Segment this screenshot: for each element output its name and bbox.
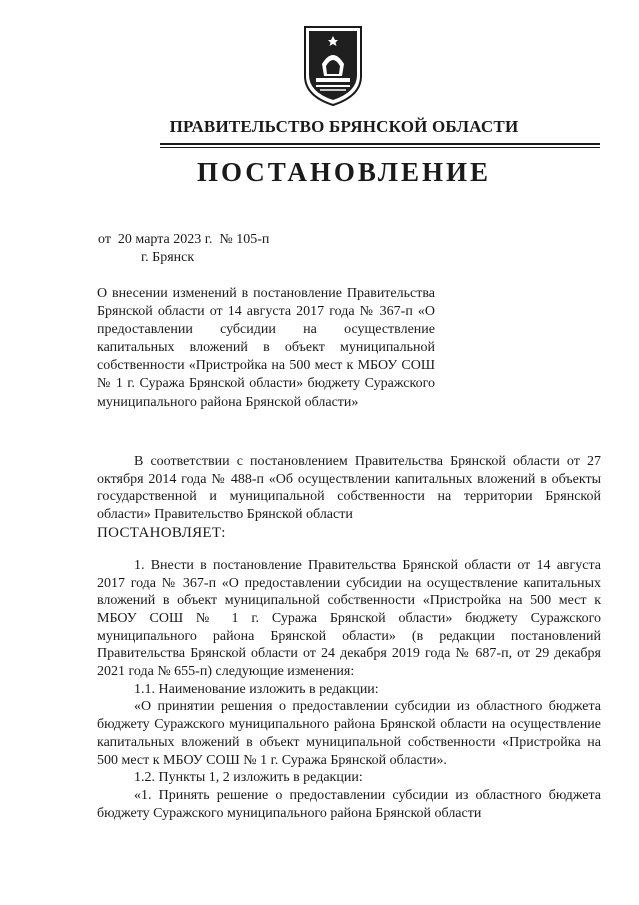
preamble: В соответствии с постановлением Правительства Брянской области от 27 октября 2014 года № 488-п «Об осуществлении капитальных вложений в объекты государственной и муниципальной собственности на территории Брянской области» Правительство Брянской области <box>97 454 601 523</box>
decree-word: ПОСТАНОВЛЯЕТ: <box>97 524 226 541</box>
document-subject: О внесении изменений в постановление Правительства Брянской области от 14 августа 2017 года № 367-п «О предоставлении субсидии на осуществление капитальных вложений в объект муниципальной собственности «Пристройка на 500 мест к МБОУ СОШ № 1 г. Суража Брянской области» бюджету Суражского муниципального района Брянской области» <box>97 286 435 410</box>
paragraph-1-1-text: «О принятии решения о предоставлении субсидии из областного бюджета бюджету Суражского муниципального района Брянской области на осуществление капитальных вложений в объект муниципальной собственности «Пристройка на 500 мест к МБОУ СОШ № 1 г. Суража Брянской области». <box>97 699 601 768</box>
paragraph-1-2: 1.2. Пункты 1, 2 изложить в редакции: <box>134 770 363 786</box>
header-rule-thin <box>160 147 600 148</box>
paragraph-1: 1. Внести в постановление Правительства Брянской области от 14 августа 2017 года № 367-п «О предоставлении субсидии на осуществление капитальных вложений в объект муниципальной собственности «Пристройка на 500 мест к МБОУ СОШ № 1 г. Суража Брянской области» бюджету Суражского муниципального района Брянской области» (в редакции постановлений Правительства Брянской области от 24 декабря 2019 года № 687-п, от 29 декабря 2021 года № 655-п) следующие изменения: <box>97 557 601 680</box>
coat-of-arms-icon <box>302 24 364 108</box>
city: г. Брянск <box>141 250 195 265</box>
date-number: от 20 марта 2023 г. № 105-п <box>98 232 270 247</box>
document-type-title: ПОСТАНОВЛЕНИЕ <box>196 157 492 187</box>
organization-title: ПРАВИТЕЛЬСТВО БРЯНСКОЙ ОБЛАСТИ <box>169 117 519 136</box>
document-meta <box>98 231 269 267</box>
document-body <box>97 453 601 822</box>
header-rule-thick <box>160 143 600 145</box>
paragraph-1-1: 1.1. Наименование изложить в редакции: <box>134 681 379 697</box>
paragraph-1-2-text: «1. Принять решение о предоставлении субсидии из областного бюджета бюджету Суражского муниципального района Брянской области <box>97 787 601 821</box>
paragraph-gap <box>97 543 601 557</box>
